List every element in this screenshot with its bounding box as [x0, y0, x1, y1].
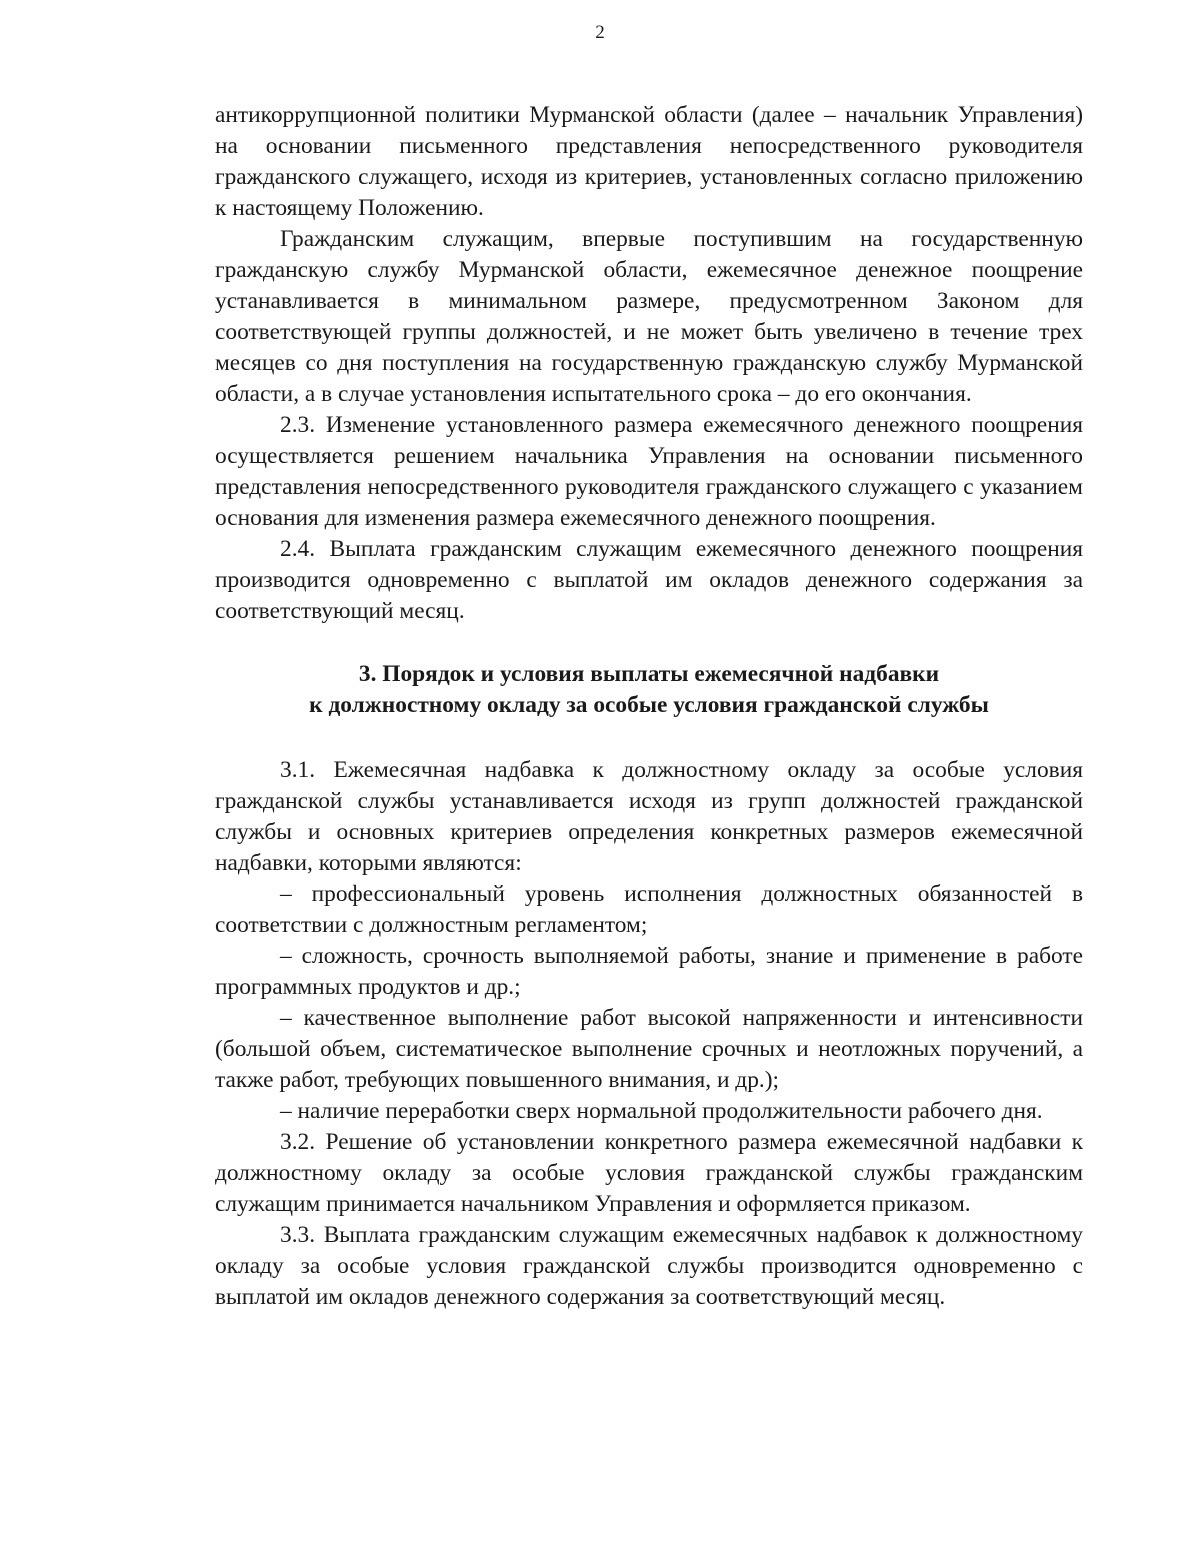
section-3-heading — [215, 659, 1083, 721]
paragraph-3-1: 3.1. Ежемесячная надбавка к должностному окладу за особые условия гражданской службы устанавливается исходя из групп должностей гражданской службы и основных критериев определения конкретных размеров ежемесячной надбавки, которыми являются: — [215, 757, 1083, 876]
criteria-item-complexity: – сложность, срочность выполняемой работы, знание и применение в работе программных продуктов и др.; — [215, 943, 1083, 1000]
section-heading-line-2: к должностному окладу за особые условия гражданской службы — [309, 692, 989, 718]
paragraph-2-3: 2.3. Изменение установленного размера ежемесячного денежного поощрения осуществляется решением начальника Управления на основании письменного представления непосредственного руководителя гражданского служащего с указанием основания для изменения размера ежемесячного денежного поощрения. — [215, 412, 1083, 531]
criteria-item-overtime: – наличие переработки сверх нормальной продолжительности рабочего дня. — [280, 1098, 1043, 1124]
page-number: 2 — [595, 22, 605, 43]
paragraph-2-4: 2.4. Выплата гражданским служащим ежемесячного денежного поощрения производится одновременно с выплатой им окладов денежного содержания за соответствующий месяц. — [215, 536, 1083, 624]
section-heading-line-1: 3. Порядок и условия выплаты ежемесячной надбавки — [358, 661, 940, 687]
paragraph-3-3: 3.3. Выплата гражданским служащим ежемесячных надбавок к должностному окладу за особые условия гражданской службы производится одновременно с выплатой им окладов денежного содержания за соответствующий месяц. — [215, 1222, 1083, 1310]
document-body — [215, 100, 1083, 1313]
criteria-item-quality: – качественное выполнение работ высокой напряженности и интенсивности (большой объем, систематическое выполнение срочных и неотложных поручений, а также работ, требующих повышенного внимания, и др.); — [215, 1005, 1083, 1093]
criteria-item-professional-level: – профессиональный уровень исполнения должностных обязанностей в соответствии с должностным регламентом; — [215, 881, 1083, 938]
paragraph-continuation: антикоррупционной политики Мурманской области (далее – начальник Управления) на основании письменного представления непосредственного руководителя гражданского служащего, исходя из критериев, установленных согласно приложению к настоящему Положению. — [215, 102, 1083, 221]
paragraph-3-2: 3.2. Решение об установлении конкретного размера ежемесячной надбавки к должностному окладу за особые условия гражданской службы гражданским служащим принимается начальником Управления и оформляется приказом. — [215, 1129, 1083, 1217]
paragraph-new-employees: Гражданским служащим, впервые поступившим на государственную гражданскую службу Мурманской области, ежемесячное денежное поощрение устанавливается в минимальном размере, предусмотренном Законом для соответствующей группы должностей, и не может быть увеличено в течение трех месяцев со дня поступления на государственную гражданскую службу Мурманской области, а в случае установления испытательного срока – до его окончания. — [215, 226, 1083, 407]
